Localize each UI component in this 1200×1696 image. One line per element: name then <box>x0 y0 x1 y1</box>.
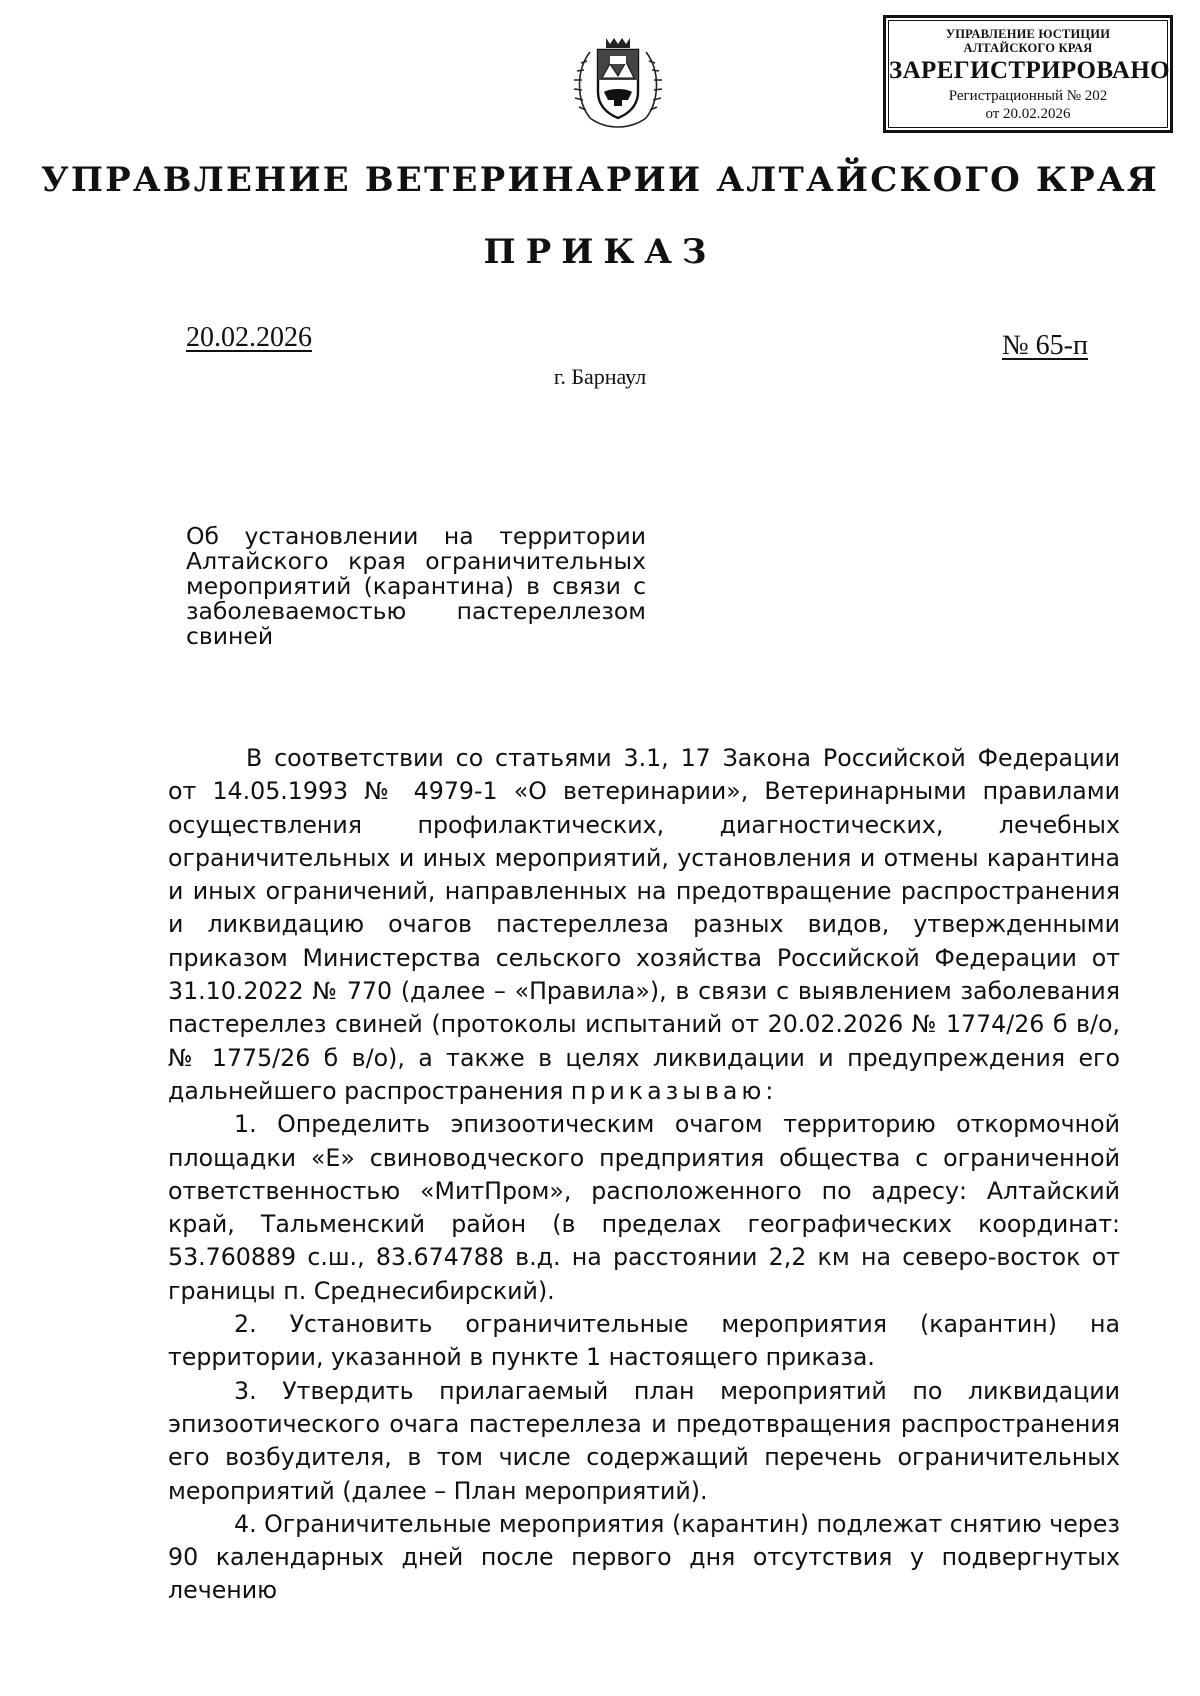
body-item-4: 4. Ограничительные мероприятия (карантин) подлежат снятию через 90 календарных дней после первого дня отсутствия у подвергнутых лечению <box>168 1509 1120 1605</box>
coat-of-arms-icon <box>570 30 666 140</box>
stamp-reg-date: от 20.02.2026 <box>985 106 1071 122</box>
body-item-2: 2. Установить ограничительные мероприятия (карантин) на территории, указанной в пункте 1 настоящего приказа. <box>168 1310 1120 1372</box>
registration-stamp <box>883 15 1173 133</box>
document-city: г. Барнаул <box>553 364 647 389</box>
document-body <box>168 742 1120 1608</box>
stamp-authority: УПРАВЛЕНИЕ ЮСТИЦИИ АЛТАЙСКОГО КРАЯ <box>945 27 1111 55</box>
subject-text: Об установлении на территории Алтайского края ограничительных мероприятий (карантина) в связи с заболеваемостью пастереллезом <box>186 522 646 625</box>
preamble-text: В соответствии со статьями 3.1, 17 Закона Российской Федерации от 14.05.1993 № 4979-1 «О ветеринарии», Ветеринарными правилами осуществления профилактических, диагностических, лечебных ограничительных и иных мероприятий, установления и отмены карантина и иных ограничений, направленных на предотвращение распространения и ликвидацию очагов пастереллеза разных видов, утвержденными приказом Министерства сельского хозяйства Российской Федерации от 31.10.2022 № 770 (далее – «Правила»), в связи с выявлением заболевания пастереллез свиней (протоколы испытаний от 20.02.2026 № 1774/26 б в/о, № 1775/26 б в/о), а также в целях ликвидации и предупреждения его дальнейшего распространения <box>168 744 1120 1105</box>
order-word: приказываю: <box>570 1076 778 1105</box>
document-subject <box>186 524 646 649</box>
document-number: № 65-п <box>1001 330 1088 361</box>
document-type: ПРИКАЗ <box>483 232 717 272</box>
stamp-status: ЗАРЕГИСТРИРОВАНО <box>889 57 1171 84</box>
subject-text-last: свиней <box>186 622 274 650</box>
body-item-1: 1. Определить эпизоотическим очагом территорию откормочной площадки «Е» свиноводческого предприятия общества с ограниченной ответственностью «МитПром», расположенного по адресу: Алтайский край, Тальменский район (в пределах географических координат: 53.760889 с.ш., 83.674788 в.д. на расстоянии 2,2 км на северо-восток от границы п. Среднесибирский). <box>168 1110 1120 1305</box>
body-preamble <box>168 742 1120 1108</box>
body-item-3: 3. Утвердить прилагаемый план мероприятий по ликвидации эпизоотического очага пастереллеза и предотвращения распространения его возбудителя, в том числе содержащий перечень ограничительных мероприятий (далее – План мероприятий). <box>168 1376 1120 1505</box>
document-date: 20.02.2026 <box>186 322 312 353</box>
stamp-reg-number: Регистрационный № 202 <box>948 88 1108 104</box>
organization-title: УПРАВЛЕНИЕ ВЕТЕРИНАРИИ АЛТАЙСКОГО КРАЯ <box>41 160 1159 200</box>
